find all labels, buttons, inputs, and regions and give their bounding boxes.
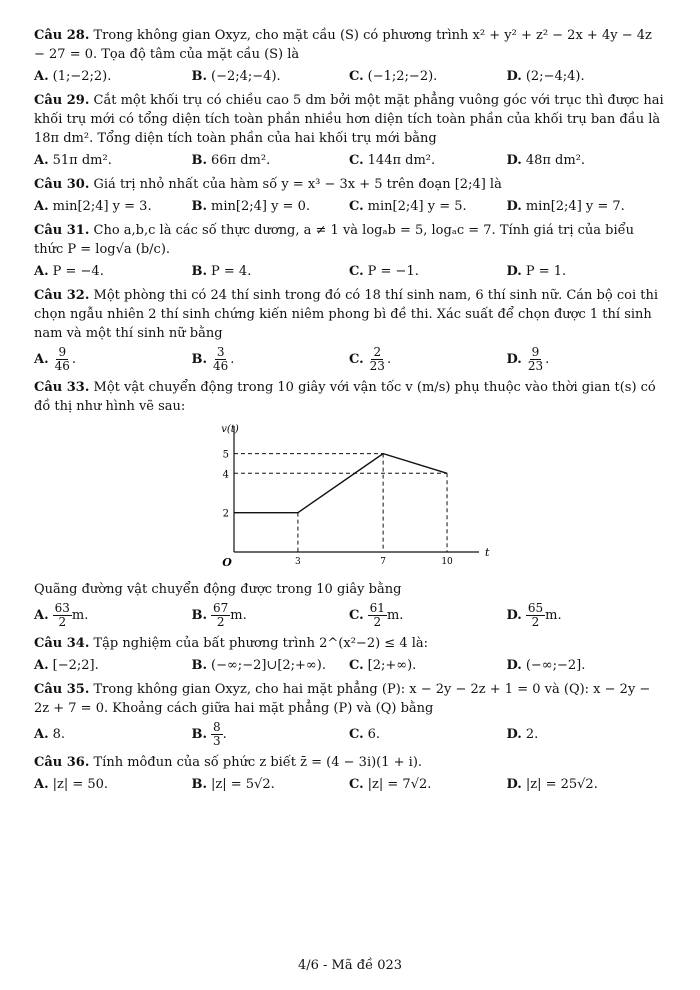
x-axis-label: t <box>485 546 490 559</box>
y-tick-label: 4 <box>222 469 229 481</box>
option-b[interactable]: B. $\frac{8}{3}$ . <box>191 720 227 748</box>
question-29: Câu 29. Cắt một khối trụ có chiều cao 5 dm bởi một mặt phẳng vuông góc với trục thì được hai khối trụ mới có tổng diện tích toàn phần nhiều hơn diện tích toàn phần của khối trụ ban đầu là 18π dm². Tổng diện tích toàn phần của hai khối trụ mới bằng <box>34 93 664 146</box>
option-d[interactable]: D. |z| = 25√2. <box>506 777 598 792</box>
velocity-line <box>234 454 447 513</box>
y-axis-label: v(t) <box>221 424 239 435</box>
options-30 <box>34 197 664 216</box>
option-d[interactable]: D. min[2;4] y = 7. <box>506 199 625 214</box>
options-36 <box>34 775 664 794</box>
exam-page <box>34 26 664 799</box>
velocity-chart <box>204 422 664 576</box>
options-28 <box>34 67 664 86</box>
option-c[interactable]: C. $\frac{61}{2}$ m. <box>349 601 404 629</box>
question-33-prompt: Quãng đường vật chuyển động được trong 10 giây bằng <box>34 582 402 597</box>
option-b[interactable]: B. (−2;4;−4). <box>191 69 281 84</box>
x-tick-label: 10 <box>441 557 453 567</box>
options-33 <box>34 602 664 629</box>
fraction: $\frac{65}{2}$ <box>527 601 544 629</box>
option-a[interactable]: A. (1;−2;2). <box>34 69 112 84</box>
option-c[interactable]: C. 6. <box>349 727 381 742</box>
option-d[interactable]: D. 48π dm². <box>506 153 586 168</box>
option-b[interactable]: B. $\frac{67}{2}$ m. <box>191 601 247 629</box>
question-33: Câu 33. Một vật chuyển động trong 10 giây với vận tốc v (m/s) phụ thuộc vào thời gian t(s) có đồ thị như hình vẽ sau: <box>34 380 656 414</box>
fraction: $\frac{3}{46}$ <box>213 345 229 373</box>
fraction: $\frac{67}{2}$ <box>213 601 229 629</box>
option-c[interactable]: C. P = −1. <box>349 264 419 279</box>
fraction: $\frac{9}{23}$ <box>527 345 544 373</box>
options-29 <box>34 151 664 170</box>
origin-label: O <box>222 556 232 569</box>
option-c[interactable]: C. min[2;4] y = 5. <box>349 199 467 214</box>
option-b[interactable]: B. min[2;4] y = 0. <box>191 199 310 214</box>
option-b[interactable]: B. (−∞;−2]∪[2;+∞). <box>191 658 326 673</box>
option-b[interactable]: B. 66π dm². <box>191 153 271 168</box>
options-35 <box>34 721 664 748</box>
option-d[interactable]: D. 2. <box>506 727 539 742</box>
y-tick-label: 2 <box>222 508 229 520</box>
option-a[interactable]: A. min[2;4] y = 3. <box>34 199 152 214</box>
question-34: Câu 34. Tập nghiệm của bất phương trình 2^(x²−2) ≤ 4 là: <box>34 636 429 651</box>
option-d[interactable]: D. $\frac{65}{2}$ m. <box>506 601 562 629</box>
fraction: $\frac{2}{23}$ <box>369 345 385 373</box>
option-c[interactable]: C. 144π dm². <box>349 153 436 168</box>
question-31: Câu 31. Cho a,b,c là các số thực dương, a ≠ 1 và logₐb = 5, logₐc = 7. Tính giá trị của biểu thức P = log√a (b/c). <box>34 223 634 257</box>
option-c[interactable]: C. |z| = 7√2. <box>349 777 432 792</box>
option-c[interactable]: C. (−1;2;−2). <box>349 69 438 84</box>
velocity-graph <box>204 422 494 572</box>
x-tick-label: 3 <box>295 557 301 567</box>
question-28: Câu 28. Trong không gian Oxyz, cho mặt cầu (S) có phương trình x² + y² + z² − 2x + 4y − 4z − 27 = 0. Tọa độ tâm của mặt cầu (S) là <box>34 28 652 62</box>
options-34 <box>34 656 664 675</box>
options-32 <box>34 346 664 373</box>
fraction: $\frac{9}{46}$ <box>54 345 70 373</box>
option-a[interactable]: A. [−2;2]. <box>34 658 99 673</box>
question-30: Câu 30. Giá trị nhỏ nhất của hàm số y = x³ − 3x + 5 trên đoạn [2;4] là <box>34 177 502 192</box>
option-c[interactable]: C. $\frac{2}{23}$ . <box>349 345 392 373</box>
fraction: $\frac{61}{2}$ <box>369 601 385 629</box>
fraction: $\frac{63}{2}$ <box>54 601 70 629</box>
option-a[interactable]: A. P = −4. <box>34 264 104 279</box>
options-31 <box>34 262 664 281</box>
question-36: Câu 36. Tính môđun của số phức z biết z̄ = (4 − 3i)(1 + i). <box>34 755 423 770</box>
option-d[interactable]: D. (−∞;−2]. <box>506 658 586 673</box>
fraction: $\frac{8}{3}$ <box>213 720 221 748</box>
option-a[interactable]: A. 51π dm². <box>34 153 112 168</box>
question-32: Câu 32. Một phòng thi có 24 thí sinh trong đó có 18 thí sinh nam, 6 thí sinh nữ. Cán bộ coi thi chọn ngẫu nhiên 2 thí sinh chứng kiến niêm phong bì đề thi. Xác suất để chọn được 1 thí sinh nam và một thí sinh nữ bằng <box>34 288 658 341</box>
question-35: Câu 35. Trong không gian Oxyz, cho hai mặt phẳng (P): x − 2y − 2z + 1 = 0 và (Q): x − 2y − 2z + 7 = 0. Khoảng cách giữa hai mặt phẳng (P) và (Q) bằng <box>34 682 651 716</box>
option-d[interactable]: D. P = 1. <box>506 264 567 279</box>
option-d[interactable]: D. (2;−4;4). <box>506 69 585 84</box>
option-a[interactable]: A. $\frac{63}{2}$ m. <box>34 601 89 629</box>
option-a[interactable]: A. 8. <box>34 727 66 742</box>
option-a[interactable]: A. |z| = 50. <box>34 777 109 792</box>
option-a[interactable]: A. $\frac{9}{46}$ . <box>34 345 77 373</box>
option-d[interactable]: D. $\frac{9}{23}$ . <box>506 345 550 373</box>
option-b[interactable]: B. P = 4. <box>191 264 252 279</box>
option-b[interactable]: B. $\frac{3}{46}$ . <box>191 345 235 373</box>
x-tick-label: 7 <box>380 557 386 567</box>
page-footer: 4/6 - Mã đề 023 <box>297 958 403 973</box>
option-c[interactable]: C. [2;+∞). <box>349 658 417 673</box>
option-b[interactable]: B. |z| = 5√2. <box>191 777 275 792</box>
y-tick-label: 5 <box>222 449 229 461</box>
